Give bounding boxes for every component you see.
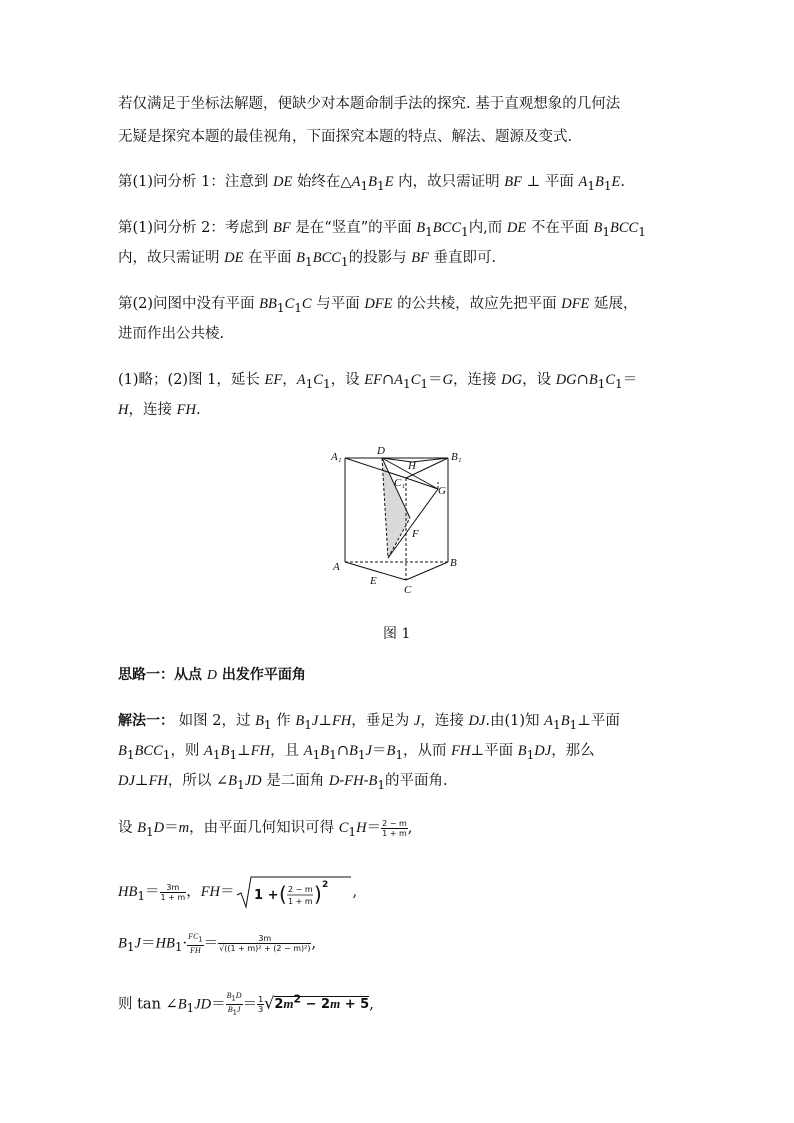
- text: 如图 2，过: [178, 713, 251, 729]
- text: 则 tan: [118, 996, 161, 1013]
- fraction: $\frac{1}{3}$: [258, 994, 264, 1014]
- text: 的投影与: [348, 250, 407, 266]
- text: 平面: [544, 174, 574, 190]
- fraction: $\frac{FC_1}{FH}$: [188, 932, 203, 955]
- equation-2: $HB_1=$ $\frac{3m}{1 + m}$ ，FH＝ 1 + ( 2 − m 1 + m ) 2 ,: [118, 875, 688, 909]
- part2-line-2: 进而作出公共棱.: [118, 326, 225, 342]
- solution-steps-line-2: H，连接 FH.: [118, 402, 201, 418]
- analysis-2-line-2: 内，故只需证明 DE 在平面 $B_1BCC_1$的投影与 BF 垂直即可.: [118, 250, 497, 269]
- label-C1: C₁: [394, 477, 406, 489]
- equation-3: $B_1J=HB_1\cdot$ $\frac{FC_1}{FH}$ ＝ $\frac{3m}{\text{√((1 + m)² + (2 − m)²)}}$ ,: [118, 932, 317, 955]
- text: 第(2)问图中没有平面: [118, 296, 255, 312]
- idea-heading: 思路一：从点 D 出发作平面角: [118, 667, 306, 683]
- label-A1: A₁: [331, 451, 342, 463]
- label-H: H: [408, 460, 416, 472]
- text: 作: [276, 713, 291, 729]
- text: ，连接: [453, 372, 497, 388]
- text: 内，故只需证明: [398, 174, 500, 190]
- svg-text:): ): [313, 882, 322, 906]
- text: 与平面: [316, 296, 360, 312]
- fraction: $\frac{3m}{\text{√((1 + m)² + (2 − m)²)}}$: [219, 933, 311, 953]
- method-1-line-2: $B_1BCC_1$，则 $A_1B_1\perp FH$，且 $A_1B_1\cap B_1J=B_1$，从而 FH⊥平面 $B_1DJ$，那么: [118, 743, 595, 762]
- text: 的平面角.: [385, 773, 448, 789]
- svg-text:2 − m: 2 − m: [287, 885, 313, 894]
- text: 思路一：从点: [118, 667, 202, 683]
- paragraph-1-line-1: 若仅满足于坐标法解题，便缺少对本题命制手法的探究. 基于直观想象的几何法: [118, 96, 621, 112]
- text: ，从而: [403, 743, 447, 759]
- text: 在平面: [248, 250, 292, 266]
- method-1-line-3: DJ⊥FH，所以 $\angle B_1JD$ 是二面角 $D-FH-B_1$的平面角.: [118, 773, 448, 792]
- sqrt-symbol: [235, 875, 353, 909]
- text: ，设: [522, 372, 552, 388]
- text: 始终在: [296, 174, 341, 190]
- text: ，且: [270, 743, 300, 759]
- text: 第(1)问分析 2：考虑到: [118, 220, 269, 236]
- label-C: C: [404, 584, 412, 596]
- paragraph-1-line-2: 无疑是探究本题的最佳视角，下面探究本题的特点、解法、题源及变式.: [118, 129, 573, 145]
- text: 内，故只需证明: [118, 250, 220, 266]
- label-G: G: [438, 485, 446, 497]
- svg-text:(: (: [278, 882, 287, 906]
- text: ，连接: [128, 402, 172, 418]
- equation-4: 则 $\tan \angle B_1JD=$ $\frac{B_1D}{B_1J}$ ＝ $\frac{1}{3}$ $√2m^2 - 2m + 5$,: [118, 991, 374, 1017]
- label-E: E: [370, 575, 377, 587]
- solution-steps-line-1: (1)略；(2)图 1，延长 EF，$A_1C_1$，设 $EF\cap A_1C_1=G$，连接 DG，设 $DG\cap B_1C_1=$: [118, 372, 638, 391]
- fraction: $\frac{B_1D}{B_1J}$: [226, 991, 242, 1017]
- text: 设: [118, 820, 133, 836]
- text: 的公共棱，故应先把平面: [397, 296, 557, 312]
- text: ，那么: [551, 743, 595, 759]
- label-B: B: [450, 557, 457, 569]
- label-D: D: [377, 445, 385, 457]
- method-1-line-1: 解法一： 如图 2，过 $B_1$ 作 $B_1J\perp FH$，垂足为 J，连接 DJ.由(1)知 $A_1B_1\perp$平面: [118, 713, 620, 732]
- fraction: $\frac{2 - m}{1 + m}$: [382, 818, 407, 838]
- text: ，连接: [420, 713, 464, 729]
- text: ，所以: [167, 773, 212, 789]
- text: .由(1)知: [485, 713, 540, 729]
- text: 内,而: [468, 220, 503, 236]
- label-A: A: [333, 561, 340, 573]
- label-F: F: [412, 528, 419, 540]
- part2-line-1: 第(2)问图中没有平面 $BB_1C_1C$ 与平面 DFE 的公共棱，故应先把平面 DFE 延展，: [118, 296, 638, 315]
- text: 平面: [590, 713, 620, 729]
- text: 垂直即可.: [433, 250, 497, 266]
- equation-1: 设 $B_1D=m$，由平面几何知识可得 $C_1H=$ $\frac{2 - m}{1 + m}$ ,: [118, 818, 413, 839]
- text: 平面: [484, 743, 514, 759]
- figure-caption: 图 1: [383, 626, 411, 642]
- analysis-2-line-1: 第(1)问分析 2：考虑到 BF 是在“竖直”的平面 $B_1BCC_1$内,而 DE 不在平面 $B_1BCC_1$: [118, 220, 646, 239]
- text: 是二面角: [266, 773, 325, 789]
- figure-1-diagram: [328, 442, 488, 602]
- svg-text:1 + m: 1 + m: [287, 897, 313, 906]
- text: 出发作平面角: [221, 667, 306, 683]
- svg-text:2: 2: [321, 880, 328, 890]
- analysis-1-paragraph: 第(1)问分析 1：注意到 DE 始终在$\triangle A_1B_1E$ 内，故只需证明 BF ⊥ 平面 $A_1B_1E$.: [118, 174, 626, 193]
- text: 延展，: [594, 296, 638, 312]
- text: 是在“竖直”的平面: [295, 220, 412, 236]
- method-label: 解法一：: [118, 713, 174, 729]
- text: ，由平面几何知识可得: [189, 820, 335, 836]
- label-B1: B₁: [451, 451, 462, 463]
- text: 第(1)问分析 1：注意到: [118, 174, 269, 190]
- svg-text:1 +: 1 +: [253, 888, 279, 903]
- text: (1)略；(2)图 1，延长: [118, 372, 260, 388]
- text: ，设: [330, 372, 360, 388]
- text: ，则: [170, 743, 200, 759]
- fraction: $\frac{3m}{1 + m}$: [160, 882, 186, 902]
- text: ，垂足为: [351, 713, 410, 729]
- text: 不在平面: [530, 220, 589, 236]
